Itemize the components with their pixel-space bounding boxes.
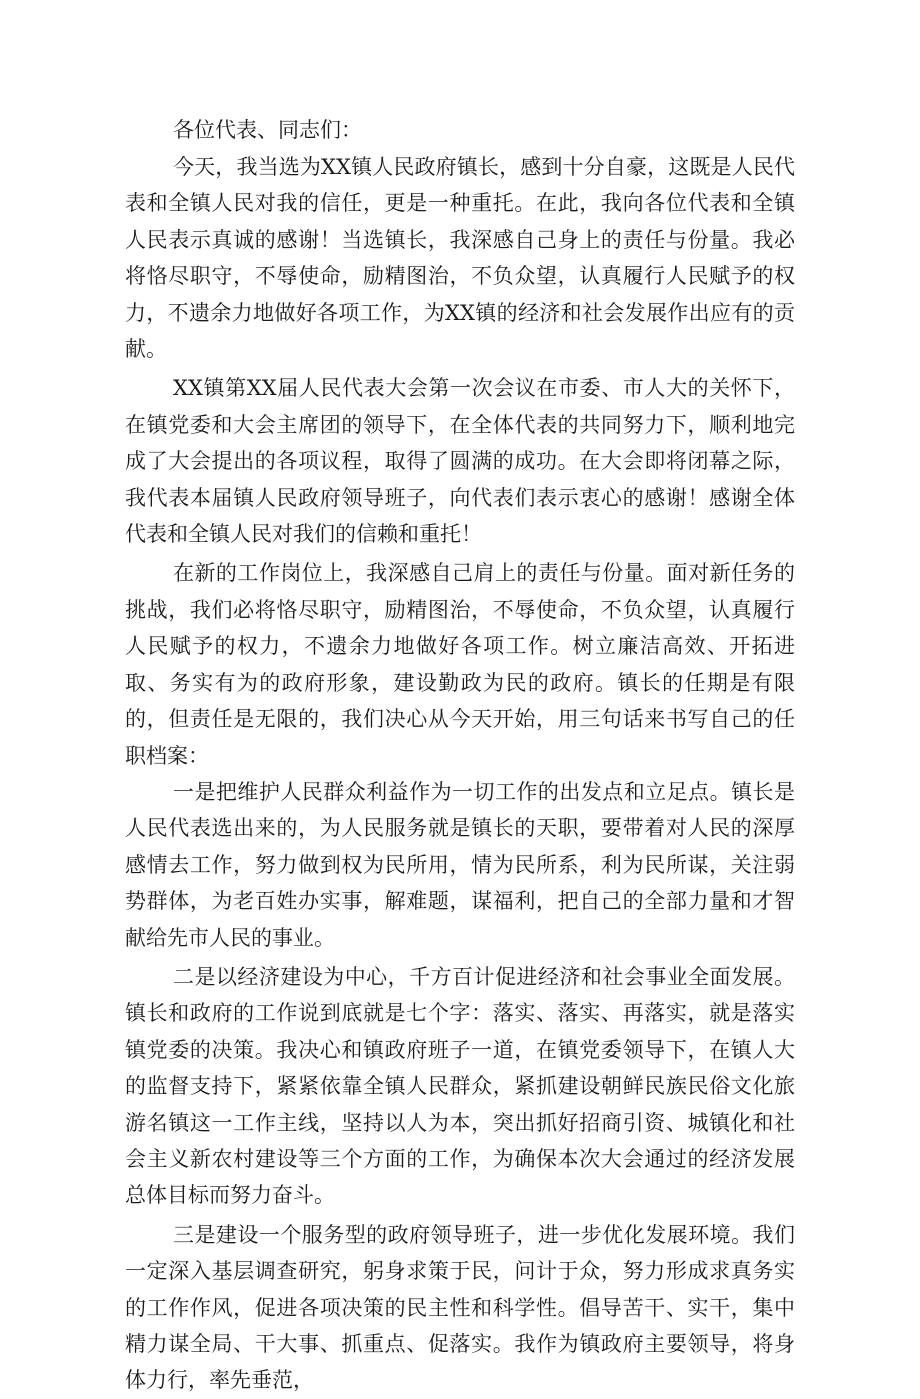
document-body [125,112,795,1399]
paragraph-point-three: 三是建设一个服务型的政府领导班子，进一步优化发展环境。我们一定深入基层调查研究，躬身求策于民，问计于众，努力形成求真务实的工作作风，促进各项决策的民主性和科学性。倡导苦干、实干，集中精力谋全局、干大事、抓重点、促落实。我作为镇政府主要领导，将身体力行，率先垂范， [125,1222,795,1393]
salutation: 各位代表、同志们： [173,118,362,142]
paragraph-point-two: 二是以经济建设为中心，千方百计促进经济和社会事业全面发展。镇长和政府的工作说到底就是七个字：落实、落实、再落实，就是落实镇党委的决策。我决心和镇政府班子一道，在镇党委领导下，在镇人大的监督支持下，紧紧依靠全镇人民群众，紧抓建设朝鲜民族民俗文化旅游名镇这一工作主线，坚持以人为本，突出抓好招商引资、城镇化和社会主义新农村建设等三个方面的工作，为确保本次大会通过的经济发展总体目标而努力奋斗。 [125,964,795,1208]
paragraph-congress-summary: XX镇第XX届人民代表大会第一次会议在市委、市人大的关怀下，在镇党委和大会主席团的领导下，在全体代表的共同努力下，顺利地完成了大会提出的各项议程，取得了圆满的成功。在大会即将闭幕之际，我代表本届镇人民政府领导班子，向代表们表示衷心的感谢！感谢全体代表和全镇人民对我们的信赖和重托！ [125,376,795,547]
paragraph-point-one: 一是把维护人民群众利益作为一切工作的出发点和立足点。镇长是人民代表选出来的，为人民服务就是镇长的天职，要带着对人民的深厚感情去工作，努力做到权为民所用，情为民所系，利为民所谋，关注弱势群体，为老百姓办实事，解难题，谋福利，把自己的全部力量和才智献给先市人民的事业。 [125,779,795,950]
paragraph-new-post: 在新的工作岗位上，我深感自己肩上的责任与份量。面对新任务的挑战，我们必将恪尽职守，励精图治，不辱使命，不负众望，认真履行人民赋予的权力，不遗余力地做好各项工作。树立廉洁高效、开拓进取、务实有为的政府形象，建设勤政为民的政府。镇长的任期是有限的，但责任是无限的，我们决心从今天开始，用三句话来书写自己的任职档案： [125,561,795,768]
paragraph-election-thanks: 今天，我当选为XX镇人民政府镇长，感到十分自豪，这既是人民代表和全镇人民对我的信任，更是一种重托。在此，我向各位代表和全镇人民表示真诚的感谢！当选镇长，我深感自己身上的责任与份量。我必将恪尽职守，不辱使命，励精图治，不负众望，认真履行人民赋予的权力，不遗余力地做好各项工作，为XX镇的经济和社会发展作出应有的贡献。 [125,155,795,362]
